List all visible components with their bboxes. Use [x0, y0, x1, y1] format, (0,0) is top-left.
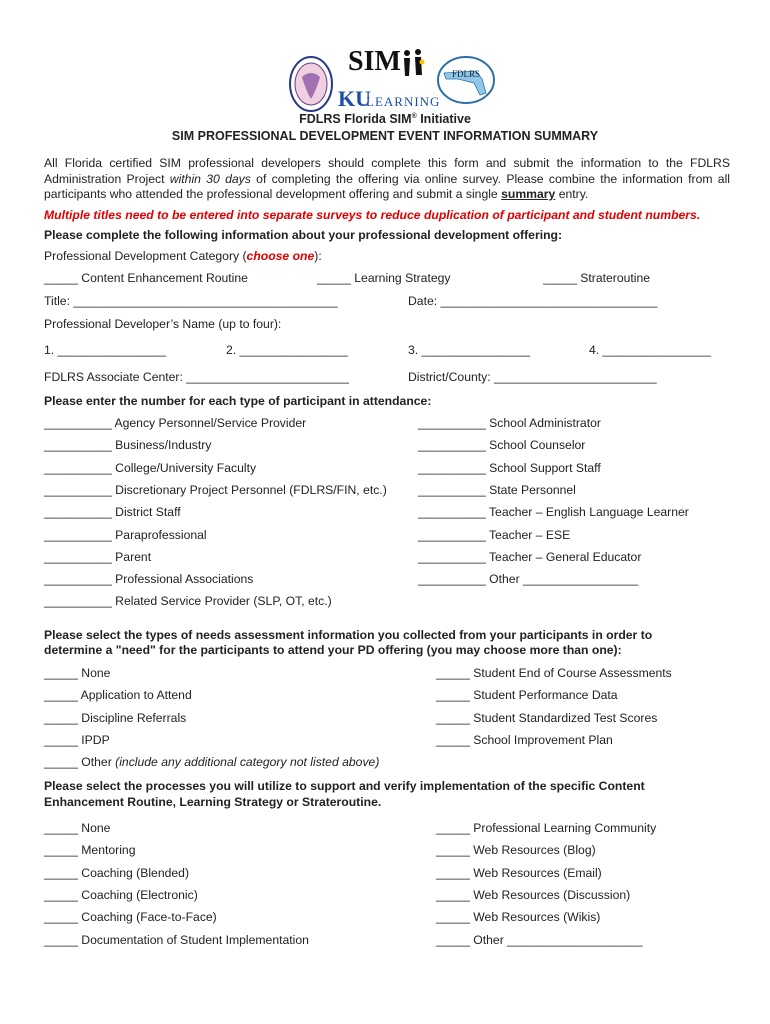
process-left-item[interactable]: _____ Coaching (Blended) [44, 865, 190, 880]
participants-heading: Please enter the number for each type of participant in attendance: [44, 394, 432, 408]
participant-right-item[interactable]: __________ State Personnel [418, 482, 576, 497]
header-title-line1: FDLRS Florida SIM® Initiative [299, 112, 471, 126]
fdlrs-logo [436, 55, 496, 105]
participant-left-item[interactable]: __________ Related Service Provider (SLP, OT, etc.) [44, 594, 332, 609]
needs-heading-line1: Please select the types of needs assessment information you collected from your participants in order to [44, 628, 653, 642]
needs-right-item[interactable]: _____ Student End of Course Assessments [436, 666, 672, 680]
participant-right-item[interactable]: __________ School Support Staff [418, 460, 601, 475]
participant-left-item[interactable]: __________ District Staff [44, 505, 181, 520]
process-right-item[interactable]: _____ Web Resources (Email) [436, 865, 602, 880]
intro-paragraph: All Florida certified SIM professional developers should complete this form and submit the information to the FDLRS Administration Project within 30 days of completing the offering via online survey. Please combine the information from all participants who attended the professional development offering and submit a single summary entry. [44, 156, 731, 201]
needs-other-option[interactable]: _____ Other (include any additional category not listed above) [44, 755, 380, 769]
instruction-text: Please complete the following information about your professional development offering: [44, 228, 563, 242]
category-learning-strategy[interactable]: _____ Learning Strategy [317, 271, 451, 285]
needs-right-item[interactable]: _____ Student Standardized Test Scores [436, 710, 658, 725]
needs-left-item[interactable]: _____ Application to Attend [44, 688, 192, 703]
ku-logo-text: KU [338, 86, 371, 111]
district-county-field[interactable]: District/County: ________________________ [408, 370, 657, 384]
participant-left-item[interactable]: __________ Agency Personnel/Service Provider [44, 416, 307, 430]
process-left-item[interactable]: _____ Coaching (Electronic) [44, 887, 198, 902]
fdlrs-logo-text: FDLRS [452, 69, 481, 79]
participant-left-item[interactable]: __________ Paraprofessional [44, 527, 207, 542]
needs-left-item[interactable]: _____ None [44, 666, 111, 680]
process-right-item[interactable]: _____ Professional Learning Community [436, 821, 657, 835]
needs-right-item[interactable]: _____ Student Performance Data [436, 688, 618, 703]
participant-left-item[interactable]: __________ Business/Industry [44, 438, 212, 453]
process-right-item[interactable]: _____ Web Resources (Blog) [436, 843, 596, 858]
process-right-item[interactable]: _____ Web Resources (Wikis) [436, 910, 601, 925]
participant-right-item[interactable]: __________ School Counselor [418, 438, 586, 453]
developer-1-field[interactable]: 1. ________________ [44, 343, 166, 357]
process-right-item[interactable]: _____ Other ____________________ [436, 932, 643, 947]
category-strateroutine[interactable]: _____ Strateroutine [543, 271, 651, 285]
needs-left-item[interactable]: _____ Discipline Referrals [44, 710, 187, 725]
learning-logo-text: LEARNING [366, 94, 441, 109]
warning-text: Multiple titles need to be entered into separate surveys to reduce duplication of participant and student numbers. [44, 208, 701, 222]
processes-heading-line2: Enhancement Routine, Learning Strategy or Strateroutine. [44, 795, 382, 809]
process-left-item[interactable]: _____ Documentation of Student Implementation [44, 932, 309, 947]
participant-right-item[interactable]: __________ Teacher – General Educator [418, 549, 642, 564]
people-icon [400, 48, 426, 78]
title-field[interactable]: Title: _______________________________________ [44, 294, 338, 308]
processes-heading-line1: Please select the processes you will utilize to support and verify implementation of the specific Content [44, 779, 645, 793]
participant-left-item[interactable]: __________ Discretionary Project Personnel (FDLRS/FIN, etc.) [44, 482, 387, 497]
participant-left-item[interactable]: __________ College/University Faculty [44, 460, 257, 475]
sim-ku-learning-logo [338, 46, 441, 112]
associate-center-field[interactable]: FDLRS Associate Center: ________________________ [44, 370, 349, 384]
developers-label: Professional Developer’s Name (up to four): [44, 317, 282, 331]
florida-seal-logo [288, 55, 334, 113]
participant-right-item[interactable]: __________ Teacher – English Language Learner [418, 505, 689, 520]
needs-heading-line2: determine a "need" for the participants to attend your PD offering (you may choose more than one): [44, 643, 622, 657]
header-title-line2: SIM PROFESSIONAL DEVELOPMENT EVENT INFORMATION SUMMARY [171, 129, 599, 143]
date-field[interactable]: Date: ________________________________ [408, 294, 658, 308]
participant-right-item[interactable]: __________ Other _________________ [418, 572, 639, 587]
process-left-item[interactable]: _____ Mentoring [44, 843, 136, 858]
developer-3-field[interactable]: 3. ________________ [408, 343, 530, 357]
process-left-item[interactable]: _____ Coaching (Face-to-Face) [44, 910, 217, 925]
participant-right-item[interactable]: __________ School Administrator [418, 416, 601, 430]
process-right-item[interactable]: _____ Web Resources (Discussion) [436, 887, 631, 902]
developer-4-field[interactable]: 4. ________________ [589, 343, 711, 357]
needs-left-item[interactable]: _____ IPDP [44, 732, 110, 747]
developer-2-field[interactable]: 2. ________________ [226, 343, 348, 357]
sim-logo-text: SIM [348, 46, 401, 77]
participant-left-item[interactable]: __________ Parent [44, 549, 152, 564]
category-content-enhancement[interactable]: _____ Content Enhancement Routine [44, 271, 248, 285]
process-left-item[interactable]: _____ None [44, 821, 111, 835]
participant-right-item[interactable]: __________ Teacher – ESE [418, 527, 571, 542]
category-label: Professional Development Category (choose one): [44, 249, 322, 263]
participant-left-item[interactable]: __________ Professional Associations [44, 572, 254, 587]
needs-right-item[interactable]: _____ School Improvement Plan [436, 732, 613, 747]
